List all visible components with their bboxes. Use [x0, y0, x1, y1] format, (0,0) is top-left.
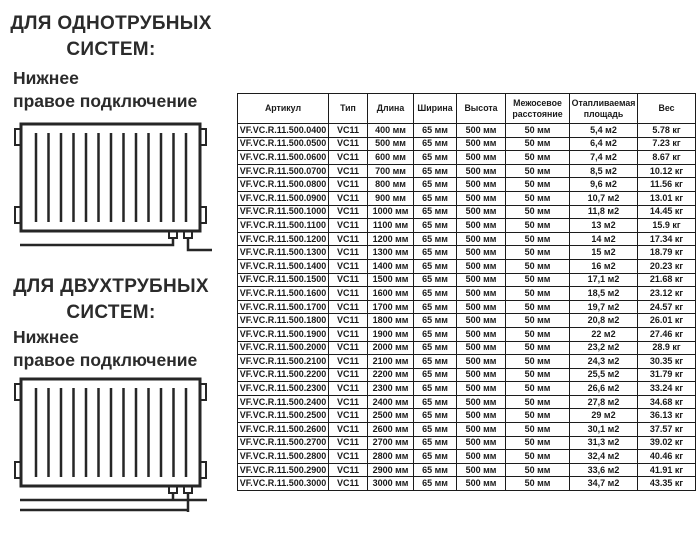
table-cell: 11,8 м2	[570, 205, 638, 219]
table-cell: VF.VC.R.11.500.2800	[238, 450, 329, 464]
table-cell: 500 мм	[457, 327, 506, 341]
table-row	[238, 137, 696, 151]
table-cell: 500 мм	[457, 178, 506, 192]
table-cell: VC11	[329, 355, 368, 369]
table-cell: 34.68 кг	[638, 395, 696, 409]
table-cell: 3000 мм	[368, 477, 414, 491]
table-cell: 65 мм	[414, 178, 457, 192]
table-row	[238, 382, 696, 396]
table-cell: 26.01 кг	[638, 314, 696, 328]
table-cell: 50 мм	[506, 436, 570, 450]
table-cell: 50 мм	[506, 355, 570, 369]
column-header: Ширина	[414, 94, 457, 124]
table-row	[238, 219, 696, 233]
table-cell: VF.VC.R.11.500.0900	[238, 191, 329, 205]
table-cell: 14.45 кг	[638, 205, 696, 219]
table-cell: 29 м2	[570, 409, 638, 423]
table-row	[238, 368, 696, 382]
table-cell: 500 мм	[457, 164, 506, 178]
table-cell: VF.VC.R.11.500.0500	[238, 137, 329, 151]
column-header: Длина	[368, 94, 414, 124]
table-cell: VF.VC.R.11.500.1900	[238, 327, 329, 341]
table-cell: VC11	[329, 259, 368, 273]
table-cell: VF.VC.R.11.500.2100	[238, 355, 329, 369]
table-cell: VF.VC.R.11.500.0600	[238, 151, 329, 165]
table-cell: VF.VC.R.11.500.2600	[238, 423, 329, 437]
table-cell: 50 мм	[506, 314, 570, 328]
table-cell: 65 мм	[414, 409, 457, 423]
table-cell: 25,5 м2	[570, 368, 638, 382]
table-cell: 50 мм	[506, 300, 570, 314]
table-cell: 15.9 кг	[638, 219, 696, 233]
radiator-two-pipe-diagram-icon	[6, 371, 218, 521]
table-cell: 65 мм	[414, 232, 457, 246]
table-cell: 50 мм	[506, 327, 570, 341]
table-cell: 24,3 м2	[570, 355, 638, 369]
table-cell: 2300 мм	[368, 382, 414, 396]
table-cell: 65 мм	[414, 355, 457, 369]
table-cell: 500 мм	[457, 137, 506, 151]
table-cell: 500 мм	[457, 382, 506, 396]
table-cell: 40.46 кг	[638, 450, 696, 464]
table-cell: 65 мм	[414, 341, 457, 355]
table-cell: 1500 мм	[368, 273, 414, 287]
table-cell: 5.78 кг	[638, 124, 696, 138]
table-cell: 500 мм	[457, 463, 506, 477]
table-cell: VC11	[329, 450, 368, 464]
table-row	[238, 423, 696, 437]
table-cell: 18.79 кг	[638, 246, 696, 260]
table-cell: 800 мм	[368, 178, 414, 192]
table-cell: 65 мм	[414, 300, 457, 314]
column-header: Высота	[457, 94, 506, 124]
table-cell: 30.35 кг	[638, 355, 696, 369]
table-row	[238, 151, 696, 165]
table-cell: 500 мм	[457, 395, 506, 409]
two-pipe-title-line2: СИСТЕМ:	[66, 302, 156, 323]
table-cell: 500 мм	[457, 273, 506, 287]
table-row	[238, 164, 696, 178]
table-cell: 65 мм	[414, 259, 457, 273]
table-cell: 2600 мм	[368, 423, 414, 437]
table-cell: 500 мм	[457, 355, 506, 369]
table-cell: 24.57 кг	[638, 300, 696, 314]
table-cell: 50 мм	[506, 341, 570, 355]
table-row	[238, 341, 696, 355]
table-cell: VC11	[329, 178, 368, 192]
table-cell: VF.VC.R.11.500.3000	[238, 477, 329, 491]
table-cell: 2500 мм	[368, 409, 414, 423]
table-cell: 1200 мм	[368, 232, 414, 246]
table-cell: 7,4 м2	[570, 151, 638, 165]
table-cell: 33.24 кг	[638, 382, 696, 396]
table-cell: VF.VC.R.11.500.0400	[238, 124, 329, 138]
single-pipe-subtitle-line1: Нижнее	[13, 68, 79, 88]
table-row	[238, 124, 696, 138]
table-cell: 500 мм	[457, 191, 506, 205]
table-cell: 50 мм	[506, 191, 570, 205]
table-cell: VF.VC.R.11.500.2400	[238, 395, 329, 409]
table-cell: 21.68 кг	[638, 273, 696, 287]
table-cell: 600 мм	[368, 151, 414, 165]
two-pipe-subtitle	[13, 326, 228, 372]
table-cell: 36.13 кг	[638, 409, 696, 423]
table-cell: 400 мм	[368, 124, 414, 138]
table-cell: 500 мм	[457, 423, 506, 437]
table-cell: 8,5 м2	[570, 164, 638, 178]
table-cell: 500 мм	[457, 205, 506, 219]
table-cell: 2900 мм	[368, 463, 414, 477]
table-cell: 41.91 кг	[638, 463, 696, 477]
table-row	[238, 287, 696, 301]
table-cell: 23,2 м2	[570, 341, 638, 355]
table-cell: 500 мм	[457, 246, 506, 260]
single-pipe-title-line1: ДЛЯ ОДНОТРУБНЫХ	[10, 13, 212, 34]
table-row	[238, 477, 696, 491]
two-pipe-subtitle-line2: правое подключение	[13, 350, 198, 370]
table-cell: VF.VC.R.11.500.2000	[238, 341, 329, 355]
table-cell: 65 мм	[414, 164, 457, 178]
table-cell: VC11	[329, 124, 368, 138]
table-cell: 500 мм	[457, 124, 506, 138]
single-pipe-section-title	[0, 11, 222, 63]
table-cell: 30,1 м2	[570, 423, 638, 437]
table-cell: 65 мм	[414, 314, 457, 328]
table-cell: 50 мм	[506, 368, 570, 382]
table-cell: 37.57 кг	[638, 423, 696, 437]
table-cell: 19,7 м2	[570, 300, 638, 314]
spec-table-container	[237, 93, 696, 491]
table-cell: VF.VC.R.11.500.2300	[238, 382, 329, 396]
table-cell: 2800 мм	[368, 450, 414, 464]
table-cell: 23.12 кг	[638, 287, 696, 301]
table-cell: 13 м2	[570, 219, 638, 233]
table-row	[238, 327, 696, 341]
table-cell: 43.35 кг	[638, 477, 696, 491]
table-cell: VC11	[329, 232, 368, 246]
table-row	[238, 395, 696, 409]
table-row	[238, 463, 696, 477]
table-cell: 5,4 м2	[570, 124, 638, 138]
table-cell: 50 мм	[506, 178, 570, 192]
column-header: Артикул	[238, 94, 329, 124]
table-cell: VF.VC.R.11.500.1500	[238, 273, 329, 287]
table-cell: 10.12 кг	[638, 164, 696, 178]
table-cell: 65 мм	[414, 395, 457, 409]
table-row	[238, 232, 696, 246]
table-cell: 65 мм	[414, 205, 457, 219]
table-cell: 500 мм	[457, 259, 506, 273]
table-cell: 65 мм	[414, 287, 457, 301]
table-cell: 10,7 м2	[570, 191, 638, 205]
table-cell: 9,6 м2	[570, 178, 638, 192]
table-cell: 900 мм	[368, 191, 414, 205]
table-cell: 50 мм	[506, 137, 570, 151]
column-header: Тип	[329, 94, 368, 124]
table-cell: 65 мм	[414, 382, 457, 396]
radiator-single-pipe-diagram-icon	[6, 112, 218, 256]
spec-table-header	[238, 94, 696, 124]
table-cell: 65 мм	[414, 246, 457, 260]
table-cell: VC11	[329, 246, 368, 260]
table-cell: 6,4 м2	[570, 137, 638, 151]
table-cell: VF.VC.R.11.500.0700	[238, 164, 329, 178]
table-cell: 13.01 кг	[638, 191, 696, 205]
table-cell: 50 мм	[506, 124, 570, 138]
table-cell: VF.VC.R.11.500.1700	[238, 300, 329, 314]
table-cell: VF.VC.R.11.500.1400	[238, 259, 329, 273]
table-cell: 50 мм	[506, 450, 570, 464]
table-cell: 50 мм	[506, 409, 570, 423]
table-cell: 500 мм	[457, 477, 506, 491]
table-cell: 27,8 м2	[570, 395, 638, 409]
single-pipe-subtitle-line2: правое подключение	[13, 91, 198, 111]
table-cell: VC11	[329, 273, 368, 287]
table-cell: 50 мм	[506, 287, 570, 301]
table-cell: VF.VC.R.11.500.1000	[238, 205, 329, 219]
table-cell: 2700 мм	[368, 436, 414, 450]
table-cell: 65 мм	[414, 436, 457, 450]
table-cell: 50 мм	[506, 273, 570, 287]
table-row	[238, 246, 696, 260]
column-header: Межосевое расстояние	[506, 94, 570, 124]
table-cell: 50 мм	[506, 164, 570, 178]
table-cell: VF.VC.R.11.500.1300	[238, 246, 329, 260]
table-cell: VC11	[329, 477, 368, 491]
table-cell: 20.23 кг	[638, 259, 696, 273]
column-header: Отапливаемая площадь	[570, 94, 638, 124]
table-cell: VC11	[329, 409, 368, 423]
table-cell: 2400 мм	[368, 395, 414, 409]
table-cell: VC11	[329, 395, 368, 409]
table-cell: VC11	[329, 137, 368, 151]
table-row	[238, 300, 696, 314]
table-cell: VF.VC.R.11.500.0800	[238, 178, 329, 192]
table-cell: VC11	[329, 300, 368, 314]
table-cell: VF.VC.R.11.500.1600	[238, 287, 329, 301]
table-cell: 1700 мм	[368, 300, 414, 314]
table-row	[238, 273, 696, 287]
table-cell: 500 мм	[457, 368, 506, 382]
table-cell: 50 мм	[506, 151, 570, 165]
table-cell: 39.02 кг	[638, 436, 696, 450]
table-cell: 33,6 м2	[570, 463, 638, 477]
table-cell: 65 мм	[414, 151, 457, 165]
table-cell: 7.23 кг	[638, 137, 696, 151]
table-cell: 26,6 м2	[570, 382, 638, 396]
table-cell: 500 мм	[457, 409, 506, 423]
table-cell: VC11	[329, 327, 368, 341]
table-cell: 500 мм	[457, 450, 506, 464]
table-cell: 500 мм	[457, 151, 506, 165]
table-cell: 500 мм	[457, 314, 506, 328]
table-cell: 34,7 м2	[570, 477, 638, 491]
column-header: Вес	[638, 94, 696, 124]
table-cell: 65 мм	[414, 463, 457, 477]
table-cell: 65 мм	[414, 423, 457, 437]
table-cell: 65 мм	[414, 273, 457, 287]
table-cell: 50 мм	[506, 477, 570, 491]
spec-table-body	[238, 124, 696, 491]
table-cell: VC11	[329, 164, 368, 178]
table-cell: 1800 мм	[368, 314, 414, 328]
table-cell: VF.VC.R.11.500.1100	[238, 219, 329, 233]
table-cell: 65 мм	[414, 124, 457, 138]
table-cell: 2000 мм	[368, 341, 414, 355]
table-row	[238, 355, 696, 369]
table-cell: 50 мм	[506, 232, 570, 246]
table-cell: 31,3 м2	[570, 436, 638, 450]
table-cell: 1000 мм	[368, 205, 414, 219]
table-cell: VF.VC.R.11.500.2200	[238, 368, 329, 382]
table-cell: 500 мм	[457, 287, 506, 301]
table-row	[238, 436, 696, 450]
table-cell: VF.VC.R.11.500.2500	[238, 409, 329, 423]
table-cell: VC11	[329, 463, 368, 477]
table-row	[238, 314, 696, 328]
table-cell: VF.VC.R.11.500.1200	[238, 232, 329, 246]
table-cell: 50 мм	[506, 205, 570, 219]
table-cell: VC11	[329, 287, 368, 301]
table-cell: 500 мм	[457, 436, 506, 450]
table-cell: 500 мм	[457, 219, 506, 233]
table-cell: 65 мм	[414, 450, 457, 464]
table-cell: 20,8 м2	[570, 314, 638, 328]
table-cell: VC11	[329, 314, 368, 328]
table-cell: 700 мм	[368, 164, 414, 178]
table-row	[238, 259, 696, 273]
table-cell: 17,1 м2	[570, 273, 638, 287]
table-row	[238, 450, 696, 464]
table-cell: 1300 мм	[368, 246, 414, 260]
table-cell: VF.VC.R.11.500.2700	[238, 436, 329, 450]
header-row	[238, 94, 696, 124]
table-row	[238, 409, 696, 423]
table-row	[238, 205, 696, 219]
table-cell: 1900 мм	[368, 327, 414, 341]
table-cell: VC11	[329, 368, 368, 382]
table-cell: VC11	[329, 436, 368, 450]
spec-table	[237, 93, 696, 491]
table-cell: VC11	[329, 382, 368, 396]
table-cell: 50 мм	[506, 246, 570, 260]
table-cell: 31.79 кг	[638, 368, 696, 382]
two-pipe-title-line1: ДЛЯ ДВУХТРУБНЫХ	[13, 276, 209, 297]
table-cell: 500 мм	[457, 232, 506, 246]
two-pipe-subtitle-line1: Нижнее	[13, 327, 79, 347]
table-cell: 65 мм	[414, 137, 457, 151]
table-cell: VC11	[329, 219, 368, 233]
table-cell: 32,4 м2	[570, 450, 638, 464]
table-cell: 17.34 кг	[638, 232, 696, 246]
table-cell: 1400 мм	[368, 259, 414, 273]
table-cell: 14 м2	[570, 232, 638, 246]
table-cell: 65 мм	[414, 219, 457, 233]
table-cell: 27.46 кг	[638, 327, 696, 341]
single-pipe-subtitle	[13, 67, 228, 113]
two-pipe-section-title	[0, 274, 222, 326]
table-cell: 65 мм	[414, 368, 457, 382]
table-cell: 500 мм	[457, 341, 506, 355]
table-cell: VC11	[329, 423, 368, 437]
table-cell: 500 мм	[457, 300, 506, 314]
table-cell: 50 мм	[506, 382, 570, 396]
table-cell: 8.67 кг	[638, 151, 696, 165]
table-cell: 500 мм	[368, 137, 414, 151]
table-cell: 18,5 м2	[570, 287, 638, 301]
table-row	[238, 191, 696, 205]
table-cell: 2200 мм	[368, 368, 414, 382]
table-cell: VF.VC.R.11.500.2900	[238, 463, 329, 477]
table-cell: 50 мм	[506, 463, 570, 477]
table-cell: VC11	[329, 205, 368, 219]
table-cell: 65 мм	[414, 327, 457, 341]
table-cell: 11.56 кг	[638, 178, 696, 192]
table-cell: 2100 мм	[368, 355, 414, 369]
table-cell: 65 мм	[414, 191, 457, 205]
table-cell: 16 м2	[570, 259, 638, 273]
table-cell: 50 мм	[506, 423, 570, 437]
table-cell: 50 мм	[506, 219, 570, 233]
table-cell: VC11	[329, 151, 368, 165]
table-cell: VF.VC.R.11.500.1800	[238, 314, 329, 328]
table-row	[238, 178, 696, 192]
table-cell: 1100 мм	[368, 219, 414, 233]
table-cell: 22 м2	[570, 327, 638, 341]
table-cell: 65 мм	[414, 477, 457, 491]
table-cell: VC11	[329, 191, 368, 205]
table-cell: 28.9 кг	[638, 341, 696, 355]
table-cell: 50 мм	[506, 395, 570, 409]
table-cell: VC11	[329, 341, 368, 355]
table-cell: 1600 мм	[368, 287, 414, 301]
table-cell: 50 мм	[506, 259, 570, 273]
single-pipe-title-line2: СИСТЕМ:	[66, 39, 156, 60]
table-cell: 15 м2	[570, 246, 638, 260]
